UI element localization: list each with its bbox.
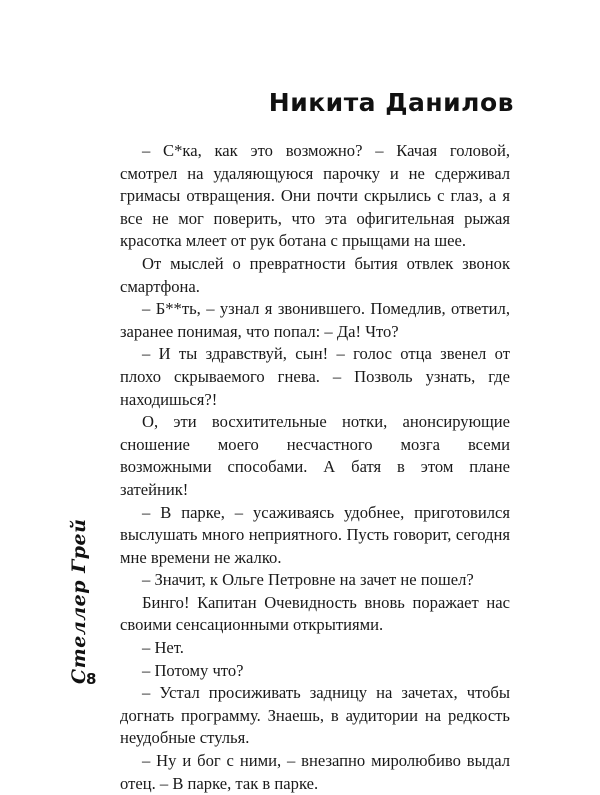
paragraph-4: – И ты здравствуй, сын! – голос отца звенел от плохо скрываемого гнева. – Позволь узнать, где находишься?!	[120, 344, 510, 409]
paragraph-7: – Значит, к Ольге Петровне на зачет не пошел?	[142, 570, 474, 590]
body-text	[120, 140, 510, 795]
paragraph-6: – В парке, – усаживаясь удобнее, приготовился выслушать много неприятного. Пусть говорит, сегодня мне времени не жалко.	[120, 502, 510, 567]
paragraph-8: Бинго! Капитан Очевидность вновь поражает нас своими сенсационными открытиями.	[120, 592, 510, 635]
page-number: 8	[86, 670, 97, 688]
paragraph-9: – Нет.	[142, 638, 184, 658]
running-head-author: Никита Данилов	[268, 88, 514, 117]
paragraph-2: От мыслей о превратности бытия отвлек звонок смартфона.	[120, 253, 510, 296]
paragraph-11: – Устал просиживать задницу на зачетах, чтобы догнать программу. Знаешь, в аудитории на редкость неудобные стулья.	[120, 683, 510, 748]
side-title-series: Стеллер Грей	[68, 518, 90, 684]
paragraph-5: О, эти восхитительные нотки, анонсирующие сношение моего несчастного мозга всеми возможными способами. А батя в этом плане затейник!	[120, 412, 510, 499]
paragraph-3: – Б**ть, – узнал я звонившего. Помедлив, ответил, заранее понимая, что попал: – Да! Что?	[120, 299, 510, 341]
paragraph-10: – Потому что?	[142, 660, 244, 680]
paragraph-12: – Ну и бог с ними, – внезапно миролюбиво выдал отец. – В парке, так в парке.	[120, 751, 510, 793]
paragraph-1: – С*ка, как это возможно? – Качая головой, смотрел на удаляющуюся парочку и не сдерживал гримасы отвращения. Они почти скрылись с глаз, а я все не мог поверить, что эта офигительная рыжая красотка млеет от рук ботана с прыщами на шее.	[120, 141, 510, 251]
